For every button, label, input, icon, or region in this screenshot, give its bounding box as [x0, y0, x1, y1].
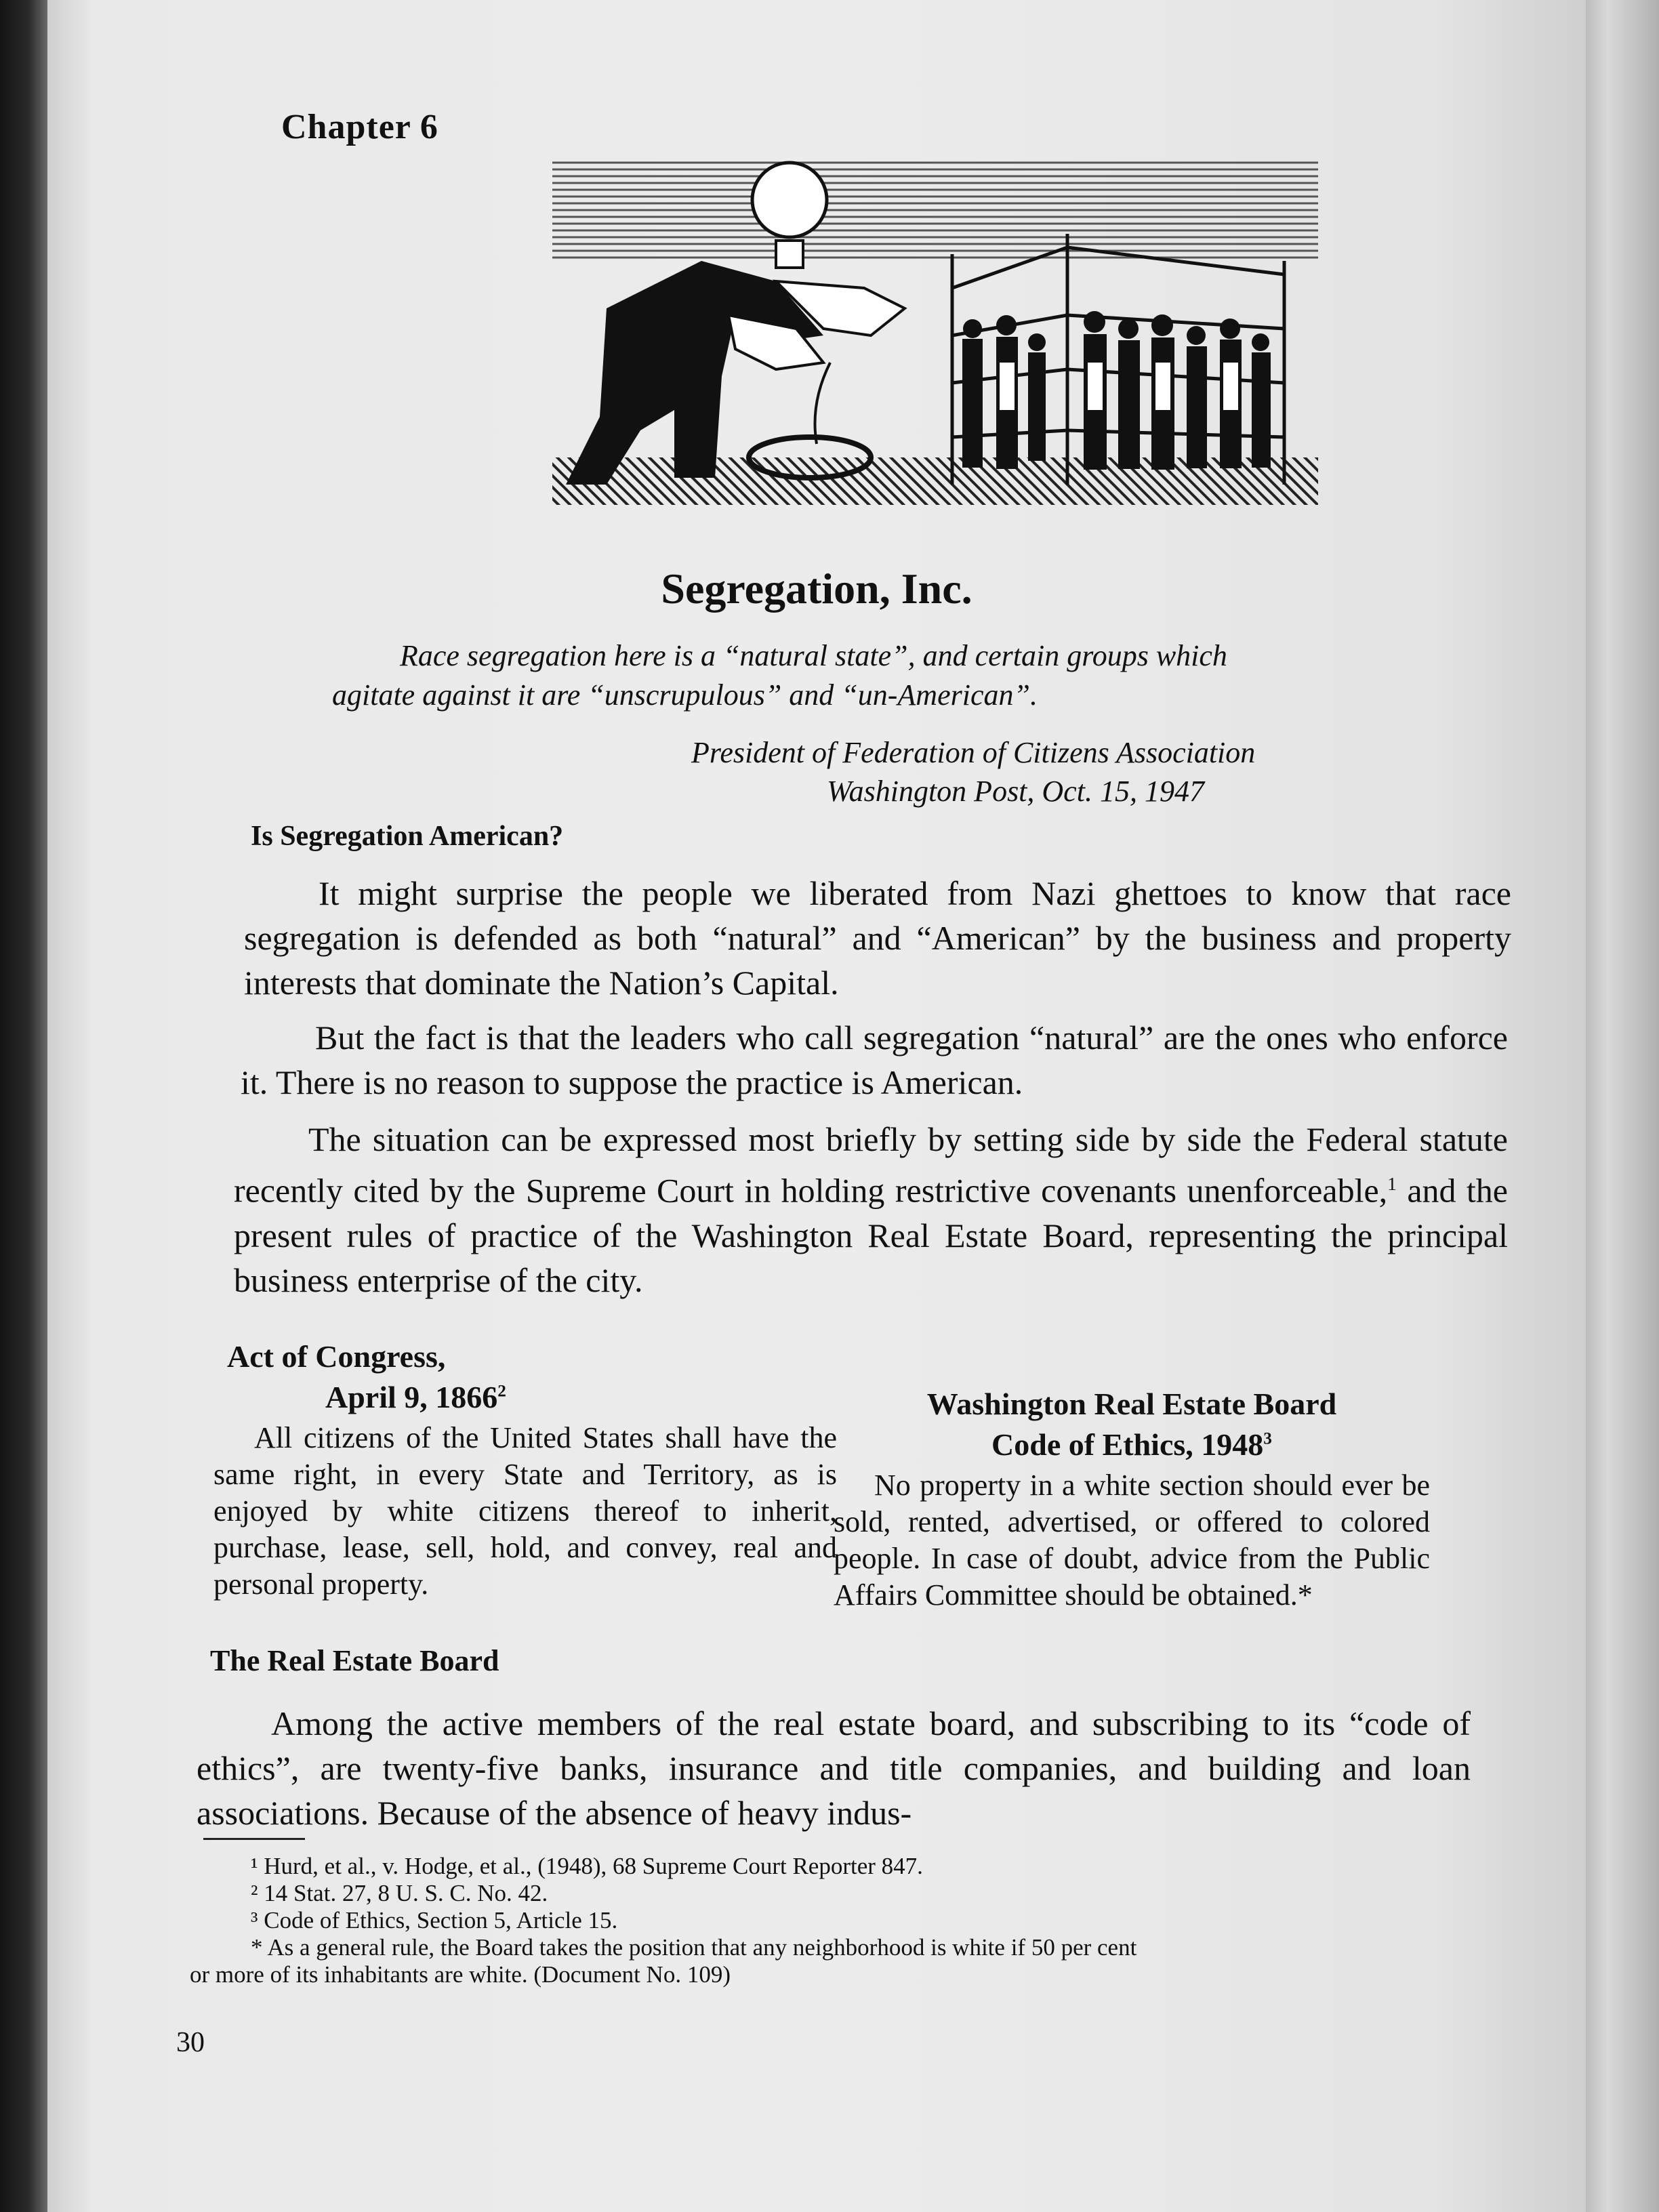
- page-stack-edge: [1586, 0, 1659, 2212]
- footnote-ref-1: 1: [1387, 1173, 1397, 1194]
- paragraph-3: [234, 1117, 1508, 1303]
- footnote-ref-3: 3: [1263, 1429, 1272, 1448]
- paragraph-3-text-a: The situation can be expressed most briefly by setting side by side the Federal statute recently cited by the Supreme Court in holding restrictive covenants unenforceable,: [234, 1120, 1508, 1210]
- paragraph-1: It might surprise the people we liberated from Nazi ghettoes to know that race segregation is defended as both “natural” and “American” by the business and property interests that dominate the Nation’s Capital.: [244, 874, 1511, 1002]
- paragraph-2: But the fact is that the leaders who call segregation “natural” are the ones who enforce it. There is no reason to suppose the practice is American.: [241, 1019, 1508, 1101]
- footnote-4-line1: * As a general rule, the Board takes the position that any neighborhood is white if 50 per cent: [251, 1934, 1137, 1961]
- book-page: [47, 0, 1586, 2212]
- footnote-1: ¹ Hurd, et al., v. Hodge, et al., (1948), 68 Supreme Court Reporter 847.: [251, 1853, 923, 1879]
- section-heading-real-estate-board: The Real Estate Board: [210, 1644, 499, 1677]
- cartoon-illustration: [552, 159, 1318, 505]
- epigraph-quote-line2: agitate against it are “unscrupulous” and “un-American”.: [332, 678, 1038, 712]
- footnote-3: ³ Code of Ethics, Section 5, Article 15.: [251, 1907, 618, 1933]
- right-column-text: No property in a white section should ever be sold, rented, advertised, or offered to colored people. In case of doubt, advice from the Public Affairs Committee should be obtained.*: [834, 1469, 1430, 1612]
- left-column-heading-line2: [325, 1379, 506, 1415]
- epigraph-attribution-line2: Washington Post, Oct. 15, 1947: [827, 775, 1204, 808]
- section-heading-is-segregation-american: Is Segregation American?: [251, 821, 564, 852]
- page-number: 30: [176, 2027, 205, 2058]
- paragraph-3-text-b: and the present rules of practice of the Washington Real Estate Board, representing the principal business enterprise of the city.: [234, 1171, 1509, 1299]
- left-column-text: All citizens of the United States shall have the same right, in every State and Territory, as is enjoyed by white citizens thereof to inherit, purchase, lease, sell, hold, and convey, real and personal property.: [213, 1421, 837, 1601]
- sky-hatching: [552, 159, 1318, 261]
- right-column-title: Code of Ethics, 1948: [991, 1427, 1264, 1462]
- chapter-label: Chapter 6: [281, 108, 438, 146]
- left-column-date: April 9, 1866: [325, 1380, 498, 1414]
- page-title: Segregation, Inc.: [661, 565, 972, 613]
- epigraph-quote-line1: Race segregation here is a “natural state”, and certain groups which: [400, 639, 1227, 672]
- footnote-ref-2: 2: [497, 1381, 506, 1401]
- right-column-heading-line1: Washington Real Estate Board: [926, 1387, 1337, 1421]
- epigraph-attribution-line1: President of Federation of Citizens Association: [691, 736, 1256, 769]
- footnote-4-line2: or more of its inhabitants are white. (Document No. 109): [190, 1961, 731, 1988]
- book-spine-shadow: [0, 0, 47, 2212]
- right-column-heading-line2: [834, 1427, 1430, 1462]
- footnote-2: ² 14 Stat. 27, 8 U. S. C. No. 42.: [251, 1880, 548, 1906]
- left-column-heading-line1: Act of Congress,: [227, 1339, 446, 1374]
- paragraph-4: Among the active members of the real estate board, and subscribing to its “code of ethics”, are twenty-five banks, insurance and title companies, and building and loan associations. Because of the absence of heavy indus-: [197, 1704, 1471, 1832]
- footnote-divider: [203, 1838, 305, 1840]
